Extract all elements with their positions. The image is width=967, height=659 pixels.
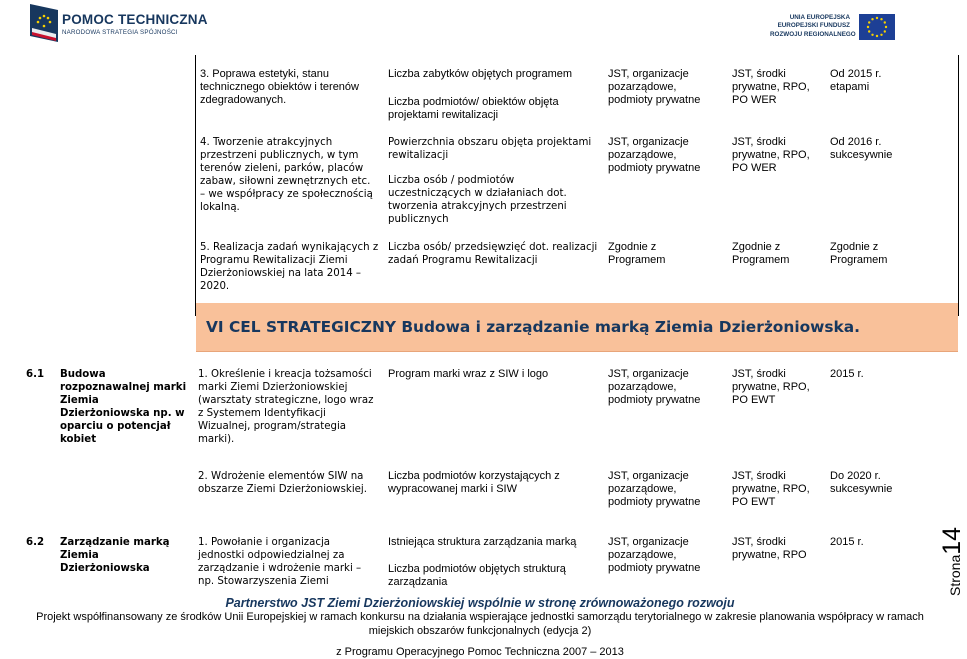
eu-logo-text: UNIA EUROPEJSKA EUROPEJSKI FUNDUSZ ROZWOJU REGIONALNEGO: [770, 14, 856, 38]
timing-cell: Od 2015 r. etapami: [830, 68, 882, 93]
page-label: Strona: [947, 554, 963, 596]
pomoc-techniczna-logo: [28, 2, 208, 48]
indicator-cell: Liczba podmiotów korzystających z wypracowanej marki i SIW: [388, 470, 560, 495]
executor-cell: JST, organizacje pozarządowe, podmioty prywatne: [608, 368, 701, 406]
funding-cell: Zgodnie z Programem: [732, 241, 790, 266]
footer-project-info: Projekt współfinansowany ze środków Unii Europejskiej w ramach konkursu na działania wspierające jednostki samorządu terytorialnego w zakresie planowania współpracy w ramach miejskich obszarów funkcjonalnych (edycja 2): [36, 611, 924, 637]
page-number-value: 14: [938, 526, 966, 555]
task-cell: 2. Wdrożenie elementów SIW na obszarze Ziemi Dzierżoniowskiej.: [198, 471, 367, 495]
goal-number: 6.1: [26, 369, 45, 380]
timing-cell: 2015 r.: [830, 368, 864, 380]
timing-cell: Do 2020 r. sukcesywnie: [830, 470, 893, 495]
goal-cell: Zarządzanie marką Ziemia Dzierżoniowska: [60, 537, 170, 574]
page-number: [934, 520, 966, 598]
funding-cell: JST, środki prywatne, RPO, PO WER: [732, 136, 810, 174]
logo-title: POMOC TECHNICZNA: [62, 12, 208, 27]
executor-cell: JST, organizacje pozarządowe, podmioty prywatne: [608, 536, 701, 574]
divider: [196, 351, 958, 352]
funding-cell: JST, środki prywatne, RPO, PO WER: [732, 68, 810, 106]
eu-flag-icon: [859, 14, 895, 40]
task-cell: 4. Tworzenie atrakcyjnych przestrzeni publicznych, w tym terenów zieleni, parków, placów zabaw, siłowni zewnętrznych etc. – we współpracy ze społecznością lokalną.: [200, 137, 373, 213]
indicator-cell: Powierzchnia obszaru objęta projektami rewitalizacji: [388, 137, 592, 161]
task-cell: 3. Poprawa estetyki, stanu technicznego obiektów i terenów zdegradowanych.: [200, 68, 359, 106]
indicator-cell: Liczba podmiotów objętych strukturą zarządzania: [388, 563, 566, 588]
funding-cell: JST, środki prywatne, RPO: [732, 536, 807, 561]
funding-cell: JST, środki prywatne, RPO, PO EWT: [732, 368, 810, 406]
executor-cell: Zgodnie z Programem: [608, 241, 666, 266]
timing-cell: Od 2016 r. sukcesywnie: [830, 136, 893, 161]
footer-tagline: Partnerstwo JST Ziemi Dzierżoniowskiej wspólnie w stronę zrównoważonego rozwoju: [225, 596, 735, 610]
table-border-right: [958, 55, 959, 316]
goal-number: 6.2: [26, 537, 45, 548]
strategic-objective-title: VI CEL STRATEGICZNY Budowa i zarządzanie marką Ziemia Dzierżoniowska.: [206, 318, 861, 336]
funding-cell: JST, środki prywatne, RPO, PO EWT: [732, 470, 810, 508]
indicator-cell: Liczba osób/ przedsięwzięć dot. realizacji zadań Programu Rewitalizacji: [388, 242, 598, 266]
indicator-cell: Liczba zabytków objętych programem: [388, 68, 573, 80]
task-cell: 1. Określenie i kreacja tożsamości marki Ziemi Dzierżoniowskiej (warsztaty strategiczne, logo wraz z Systemem Identyfikacji Wizualnej, program/strategia marki).: [198, 369, 374, 445]
table-border-left: [195, 55, 196, 316]
eu-logo: [770, 12, 930, 46]
indicator-cell: Liczba osób / podmiotów uczestniczących w działaniach dot. tworzenia atrakcyjnych przestrzeni publicznych: [388, 175, 567, 225]
indicator-cell: Istniejąca struktura zarządzania marką: [388, 536, 577, 548]
indicator-cell: Program marki wraz z SIW i logo: [388, 368, 549, 380]
indicator-cell: Liczba podmiotów/ obiektów objęta projektami rewitalizacji: [388, 96, 559, 121]
footer-program: z Programu Operacyjnego Pomoc Techniczna 2007 – 2013: [336, 646, 624, 658]
executor-cell: JST, organizacje pozarządowe, podmioty prywatne: [608, 68, 701, 106]
goal-cell: Budowa rozpoznawalnej marki Ziemia Dzierżoniowska np. w oparciu o potencjał kobiet: [60, 369, 187, 445]
task-cell: 1. Powołanie i organizacja jednostki odpowiedzialnej za zarządzanie i wdrożenie marki – np. Stowarzyszenia Ziemi: [198, 537, 362, 587]
timing-cell: 2015 r.: [830, 536, 864, 548]
flag-logo-icon: [28, 2, 62, 44]
executor-cell: JST, organizacje pozarządowe, podmioty prywatne: [608, 470, 701, 508]
timing-cell: Zgodnie z Programem: [830, 241, 888, 266]
logo-subtitle: NARODOWA STRATEGIA SPÓJNOŚCI: [62, 29, 178, 36]
task-cell: 5. Realizacja zadań wynikających z Programu Rewitalizacji Ziemi Dzierżoniowskiej na lata 2014 – 2020.: [200, 242, 379, 292]
executor-cell: JST, organizacje pozarządowe, podmioty prywatne: [608, 136, 701, 174]
